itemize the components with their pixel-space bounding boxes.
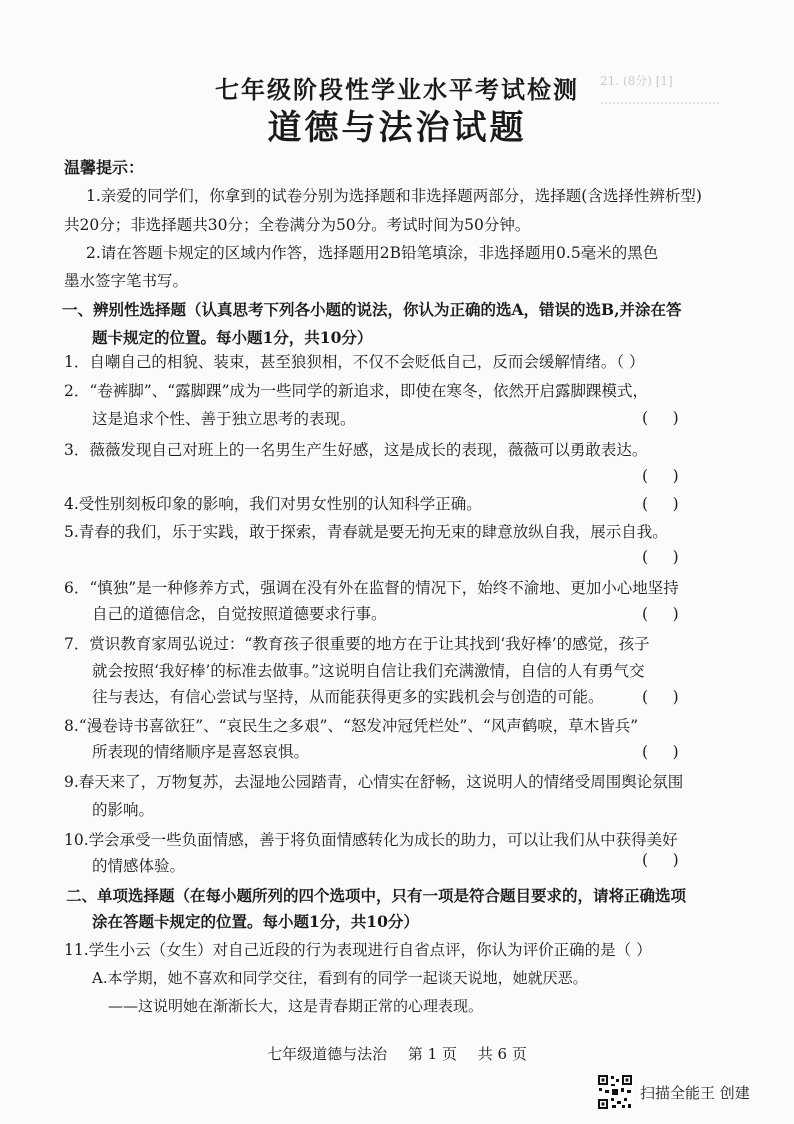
- section-2-heading-line-2: 涂在答题卡规定的位置。每小题1分，共10分）: [92, 912, 419, 931]
- question-11-option-a-line-2: ——这说明她在渐渐长大，这是青春期正常的心理表现。: [108, 997, 484, 1015]
- section-1-heading: 一、辨别性选择题（认真思考下列各小题的说法，你认为正确的选A，错误的选B,并涂在答: [62, 300, 682, 319]
- answer-blank-10: ( ): [642, 851, 679, 869]
- tip-1-line-1: 1.亲爱的同学们，你拿到的试卷分别为选择题和非选择题两部分，选择题(含选择性辨析型): [86, 187, 702, 205]
- footer-subject: 七年级道德与法治: [267, 1045, 388, 1063]
- subject-title: 道德与法治试题: [267, 108, 527, 148]
- answer-blank-2: ( ): [642, 409, 679, 427]
- answer-blank-5: ( ): [642, 548, 679, 566]
- bleed-through: …………………………: [600, 93, 720, 107]
- tip-2-line-2: 墨水签字笔书写。: [64, 272, 189, 290]
- page-footer: [0, 1043, 794, 1064]
- question-9-line-2: 的影响。: [92, 801, 155, 819]
- question-11-option-a: A.本学期，她不喜欢和同学交往，看到有的同学一起谈天说地，她就厌恶。: [92, 969, 588, 987]
- question-10-line-2: 的情感体验。: [92, 857, 186, 875]
- question-3: 3．薇薇发现自己对班上的一名男生产生好感，这是成长的表现，薇薇可以勇敢表达。: [64, 441, 648, 459]
- footer-page-number: 第 1 页: [407, 1045, 457, 1063]
- answer-blank-4: ( ): [642, 495, 679, 513]
- question-11: 11.学生小云（女生）对自己近段的行为表现进行自省点评，你认为评价正确的是（ ）: [64, 941, 652, 959]
- question-4: 4.受性别刻板印象的影响，我们对男女性别的认知科学正确。: [64, 495, 482, 513]
- question-1: 1．自嘲自己的相貌、装束，甚至狼狈相，不仅不会贬低自己，反而会缓解情绪。（ ）: [64, 353, 645, 371]
- question-8-line-2: 所表现的情绪顺序是喜怒哀惧。: [92, 743, 310, 761]
- exam-title: 七年级阶段性学业水平考试检测: [215, 75, 579, 104]
- section-2-heading: 二、单项选择题（在每小题所列的四个选项中，只有一项是符合题目要求的，请将正确选项: [66, 886, 687, 905]
- question-7: 7．赏识教育家周弘说过：“教育孩子很重要的地方在于让其找到‘我好棒’的感觉，孩子: [64, 635, 650, 653]
- tips-heading: 温馨提示：: [64, 158, 145, 177]
- footer-total-pages: 共 6 页: [477, 1045, 527, 1063]
- question-7-line-3: 往与表达，有信心尝试与坚持，从而能获得更多的实践机会与创造的可能。: [92, 688, 604, 706]
- answer-blank-3: ( ): [642, 467, 679, 485]
- tip-1-line-2: 共20分；非选择题共30分；全卷满分为50分。考试时间为50分钟。: [64, 216, 531, 234]
- question-8: 8.“漫卷诗书喜欲狂”、“哀民生之多艰”、“怒发冲冠凭栏处”、“风声鹤唳，草木皆兵”: [64, 717, 639, 735]
- question-6: 6．“慎独”是一种修养方式，强调在没有外在监督的情况下，始终不渝地、更加小心地坚持: [64, 579, 679, 597]
- question-7-line-2: 就会按照‘我好棒’的标准去做事。”这说明自信让我们充满激情，自信的人有勇气交: [92, 662, 645, 680]
- question-6-line-2: 自己的道德信念，自觉按照道德要求行事。: [92, 605, 387, 623]
- qr-code-icon: [597, 1074, 633, 1110]
- answer-blank-8: ( ): [642, 743, 679, 761]
- answer-blank-7: ( ): [642, 688, 679, 706]
- scanner-watermark: 扫描全能王 创建: [640, 1084, 750, 1102]
- section-1-heading-line-2: 题卡规定的位置。每小题1分，共10分）: [92, 328, 373, 347]
- question-5: 5.青春的我们，乐于实践，敢于探索，青春就是要无拘无束的肆意放纵自我，展示自我。: [64, 523, 668, 541]
- question-2: 2．“卷裤脚”、“露脚踝”成为一些同学的新追求，即使在寒冬，依然开启露脚踝模式，: [64, 382, 649, 400]
- question-9: 9.春天来了，万物复苏，去湿地公园踏青，心情实在舒畅，这说明人的情绪受周围舆论氛围: [64, 773, 684, 791]
- question-2-line-2: 这是追求个性、善于独立思考的表现。: [92, 410, 356, 428]
- question-10: 10.学会承受一些负面情感，善于将负面情感转化为成长的助力，可以让我们从中获得美好: [64, 831, 678, 849]
- tip-2-line-1: 2.请在答题卡规定的区域内作答，选择题用2B铅笔填涂，非选择题用0.5毫米的黑色: [86, 244, 659, 262]
- answer-blank-6: ( ): [642, 605, 679, 623]
- bleed-through: 21. (8分) [1]: [600, 74, 673, 88]
